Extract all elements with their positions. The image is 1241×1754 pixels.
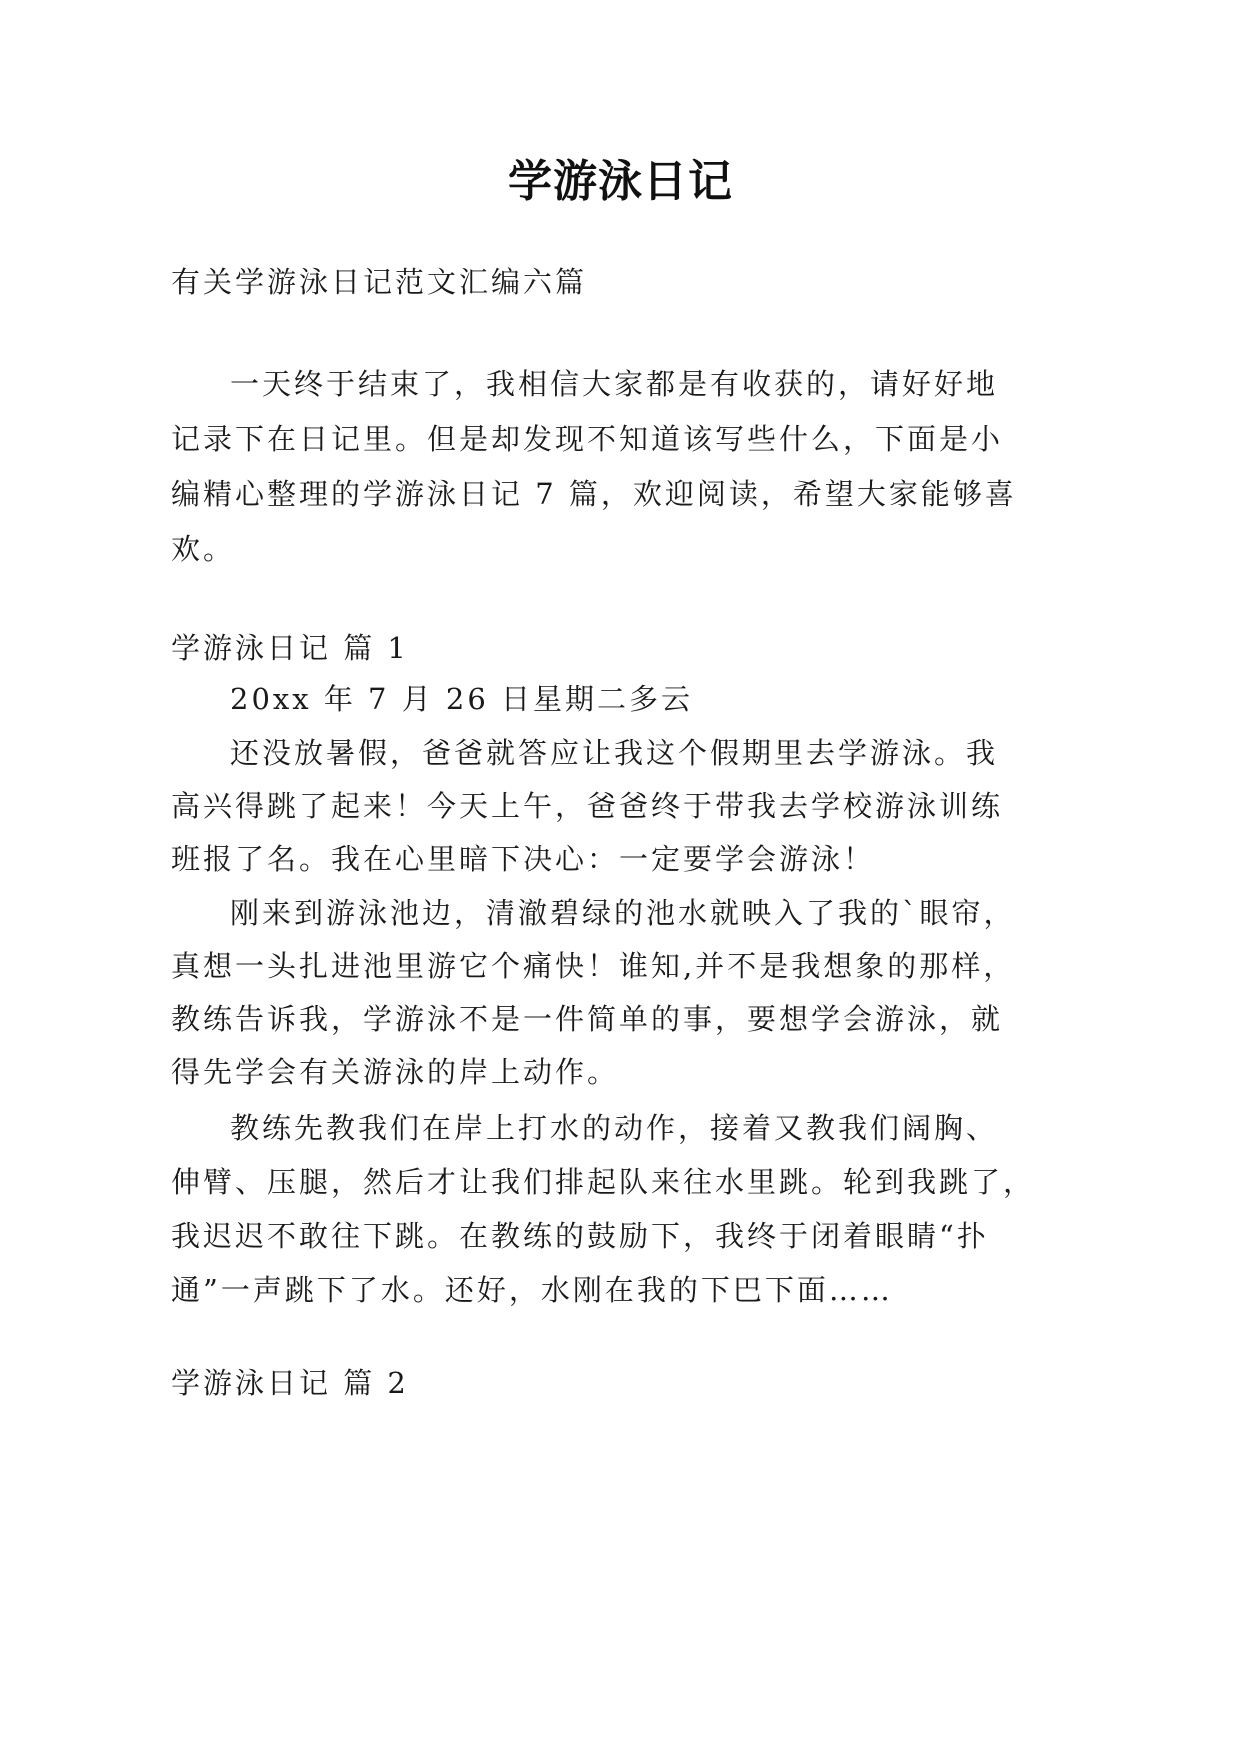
text-line: 教练告诉我，学游泳不是一件简单的事，要想学会游泳，就: [171, 1002, 1004, 1036]
section-heading: 学游泳日记 篇 2: [171, 1366, 409, 1400]
text-line: 还没放暑假，爸爸就答应让我这个假期里去学游泳。我: [230, 736, 999, 770]
text-line: 得先学会有关游泳的岸上动作。: [171, 1055, 620, 1089]
text-line: 班报了名。我在心里暗下决心：一定要学会游泳！: [171, 842, 876, 876]
document-title: 学游泳日记: [508, 156, 733, 207]
document-subtitle: 有关学游泳日记范文汇编六篇: [171, 265, 588, 299]
text-line: 通”一声跳下了水。还好，水刚在我的下巴下面……: [171, 1273, 893, 1307]
text-line: 教练先教我们在岸上打水的动作，接着又教我们阔胸、: [230, 1111, 999, 1145]
text-line: 一天终于结束了，我相信大家都是有收获的，请好好地: [230, 367, 999, 401]
text-line: 真想一头扎进池里游它个痛快！谁知,并不是我想象的那样，: [171, 949, 1016, 983]
text-line: 伸臂、压腿，然后才让我们排起队来往水里跳。轮到我跳了，: [171, 1165, 1036, 1199]
section-heading: 学游泳日记 篇 1: [171, 631, 409, 665]
text-line: 高兴得跳了起来！今天上午，爸爸终于带我去学校游泳训练: [171, 789, 1004, 823]
text-line: 我迟迟不敢往下跳。在教练的鼓励下，我终于闭着眼睛“扑: [171, 1219, 989, 1253]
text-line: 记录下在日记里。但是却发现不知道该写些什么，下面是小: [171, 422, 1004, 456]
text-line: 刚来到游泳池边，清澈碧绿的池水就映入了我的`眼帘，: [230, 896, 1016, 930]
date-line: 20xx 年 7 月 26 日星期二多云: [230, 682, 694, 716]
text-line: 欢。: [171, 532, 236, 566]
text-line: 编精心整理的学游泳日记 7 篇，欢迎阅读，希望大家能够喜: [171, 477, 1017, 511]
